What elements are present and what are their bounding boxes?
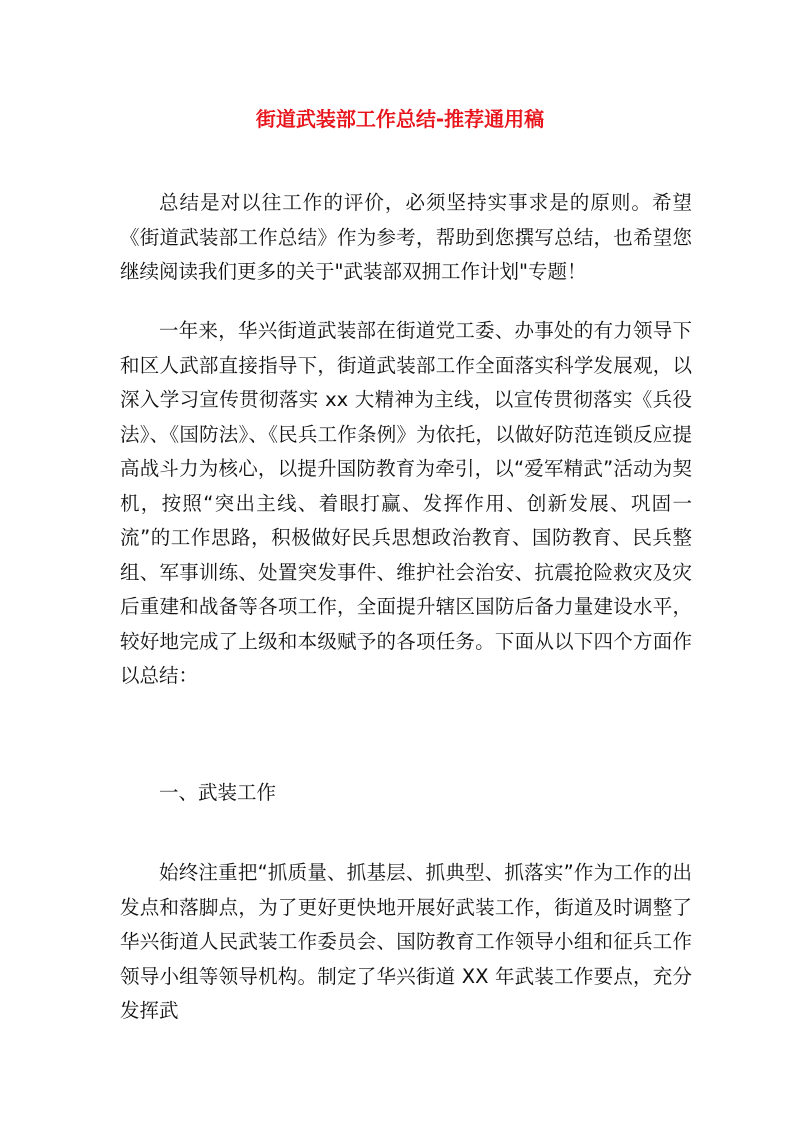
document-title: 街道武装部工作总结-推荐通用稿 xyxy=(255,107,545,131)
body-paragraph-1: 一年来，华兴街道武装部在街道党工委、办事处的有力领导下和区人武部直接指导下，街道武装部工作全面落实科学发展观，以深入学习宣传贯彻落实 xx 大精神为主线，以宣传贯彻落实《兵役法》、《国防法》、《民兵工作条例》为依托，以做好防范连锁反应提高战斗力为核心，以提升国防教育为牵引，以“爱军精武”活动为契机，按照“突出主线、着眼打赢、发挥作用、创新发展、巩固一流”的工作思路，积极做好民兵思想政治教育、国防教育、民兵整组、军事训练、处置突发事件、维护社会治安、抗震抢险救灾及灾后重建和战备等各项工作，全面提升辖区国防后备力量建设水平，较好地完成了上级和本级赋予的各项任务。下面从以下四个方面作以总结： xyxy=(120,319,692,687)
section-heading-1: 一、武装工作 xyxy=(159,781,277,804)
intro-paragraph: 总结是对以往工作的评价，必须坚持实事求是的原则。希望《街道武装部工作总结》作为参考，帮助到您撰写总结，也希望您继续阅读我们更多的关于"武装部双拥工作计划"专题！ xyxy=(120,191,692,283)
body-paragraph-2: 始终注重把“抓质量、抓基层、抓典型、抓落实”作为工作的出发点和落脚点，为了更好更快地开展好武装工作，街道及时调整了华兴街道人民武装工作委员会、国防教育工作领导小组和征兵工作领导小组等领导机构。制定了华兴街道 XX 年武装工作要点，充分发挥武 xyxy=(120,861,692,1022)
